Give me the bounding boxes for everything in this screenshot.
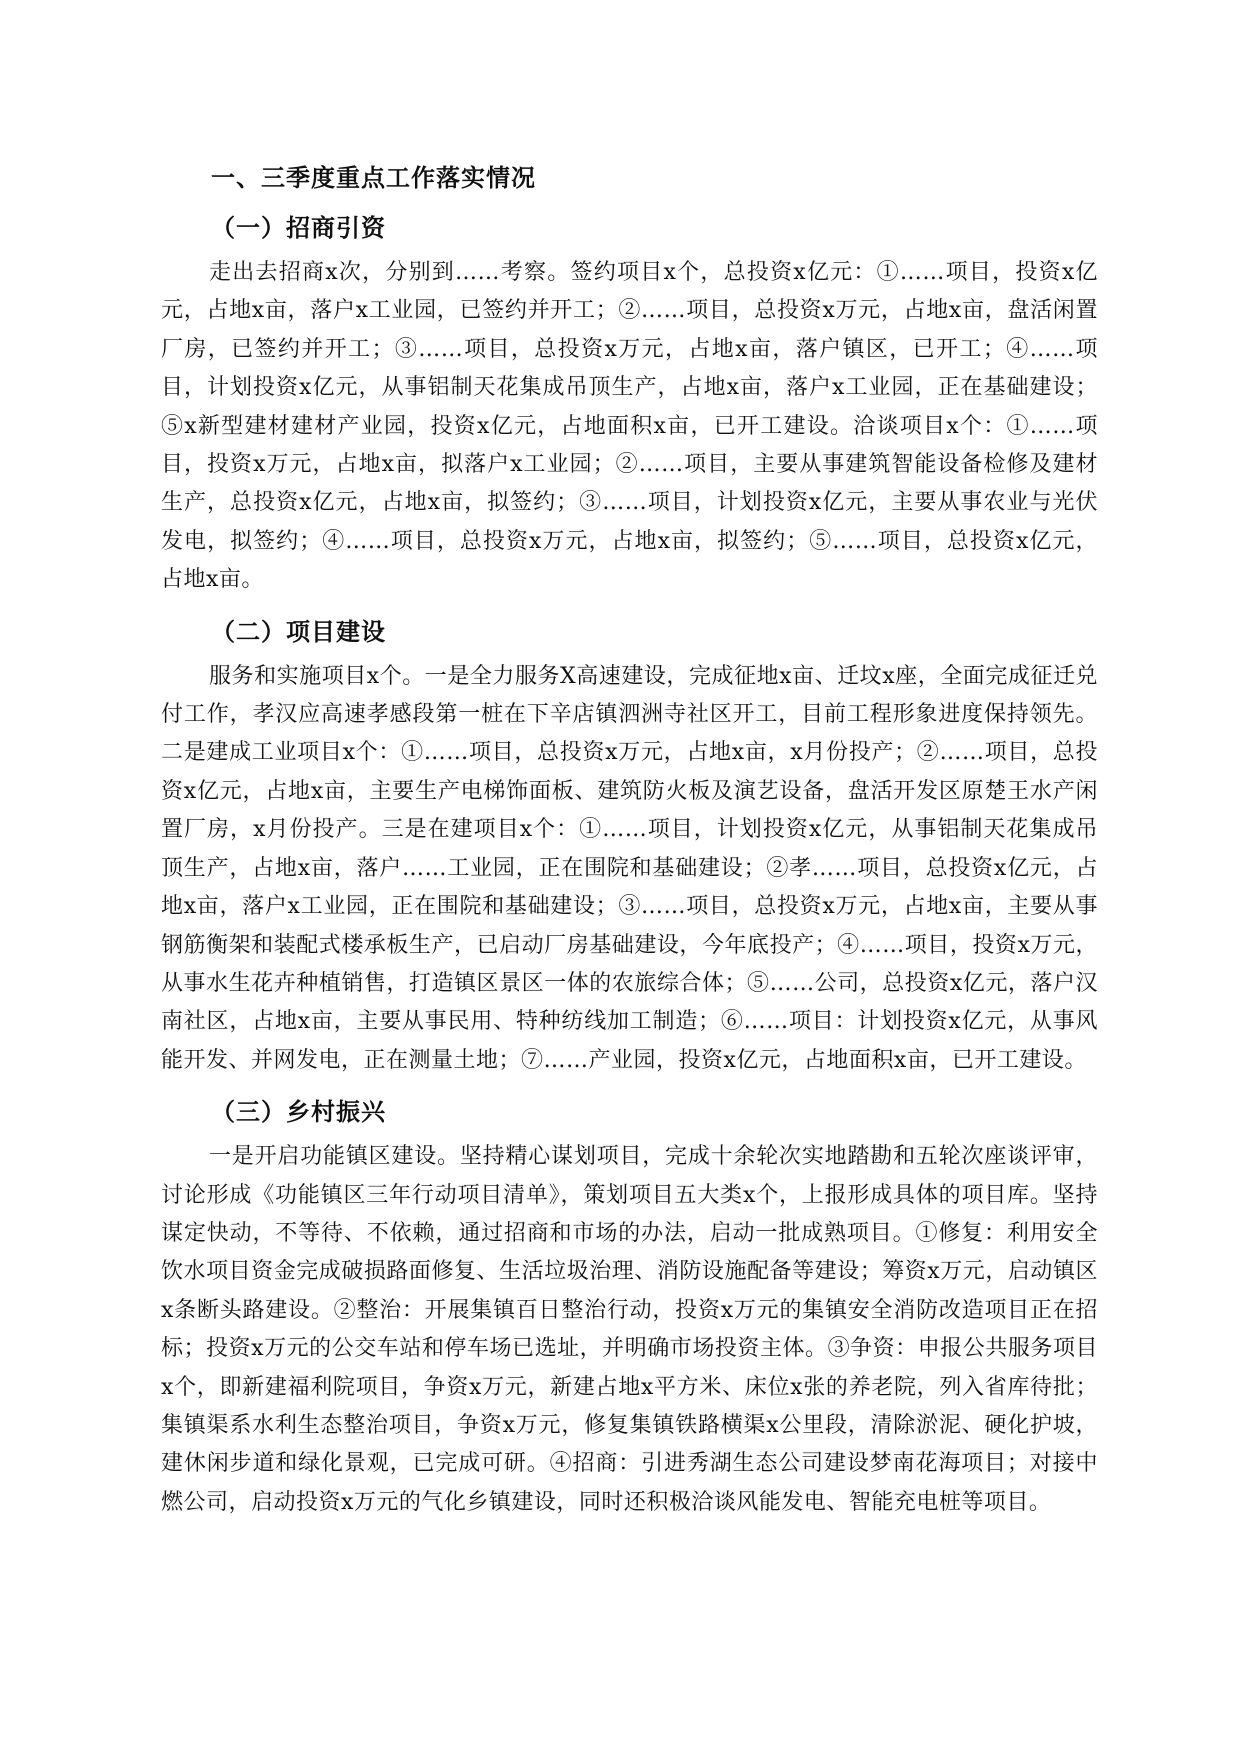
section-paragraph-projects: 服务和实施项目x个。一是全力服务X高速建设，完成征地x亩、迁坟x座，全面完成征迁兑付工作，孝汉应高速孝感段第一桩在下辛店镇泗洲寺社区开工，目前工程形象进度保持领先。二是建成工业项目x个：①……项目，总投资x万元，占地x亩，x月份投产；②……项目，总投资x亿元，占地x亩，主要生产电梯饰面板、建筑防火板及演艺设备，盘活开发区原楚王水产闲置厂房，x月份投产。三是在建项目x个：①……项目，计划投资x亿元，从事铝制天花集成吊顶生产，占地x亩，落户……工业园，正在围院和基础建设；②孝……项目，总投资x亿元，占地x亩，落户x工业园，正在围院和基础建设；③……项目，总投资x万元，占地x亩，主要从事钢筋衡架和装配式楼承板生产，已启动厂房基础建设，今年底投产；④……项目，投资x万元，从事水生花卉种植销售，打造镇区景区一体的农旅综合体；⑤……公司，总投资x亿元，落户汉南社区，占地x亩，主要从事民用、特种纺线加工制造；⑥……项目：计划投资x亿元，从事风能开发、并网发电，正在测量土地；⑦……产业园，投资x亿元，占地面积x亩，已开工建设。 xyxy=(161,663,1098,1073)
section-paragraph-rural: 一是开启功能镇区建设。坚持精心谋划项目，完成十余轮次实地踏勘和五轮次座谈评审，讨论形成《功能镇区三年行动项目清单》，策划项目五大类x个，上报形成具体的项目库。坚持谋定快动，不等待、不依赖，通过招商和市场的办法，启动一批成熟项目。①修复：利用安全饮水项目资金完成破损路面修复、生活垃圾治理、消防设施配备等建设；筹资x万元，启动镇区x条断头路建设。②整治：开展集镇百日整治行动，投资x万元的集镇安全消防改造项目正在招标；投资x万元的公交车站和停车场已选址，并明确市场投资主体。③争资：申报公共服务项目x个，即新建福利院项目，争资x万元，新建占地x平方米、床位x张的养老院，列入省库待批；集镇渠系水利生态整治项目，争资x万元，修复集镇铁路横渠x公里段，清除淤泥、硬化护坡，建休闲步道和绿化景观，已完成可研。④招商：引进秀湖生态公司建设梦南花海项目；对接中燃公司，启动投资x万元的气化乡镇建设，同时还积极洽谈风能发电、智能充电桩等项目。 xyxy=(161,1144,1098,1515)
document-body xyxy=(161,160,1098,1536)
main-heading: 一、三季度重点工作落实情况 xyxy=(211,164,536,192)
section-paragraph-investment: 走出去招商x次，分别到……考察。签约项目x个，总投资x亿元：①……项目，投资x亿元，占地x亩，落户x工业园，已签约并开工；②……项目，总投资x万元，占地x亩，盘活闲置厂房，已签约并开工；③……项目，总投资x万元，占地x亩，落户镇区，已开工；④……项目，计划投资x亿元，从事铝制天花集成吊顶生产，占地x亩，落户x工业园，正在基础建设；⑤x新型建材建材产业园，投资x亿元，占地面积x亩，已开工建设。洽谈项目x个：①……项目，投资x万元，占地x亩，拟落户x工业园；②……项目，主要从事建筑智能设备检修及建材生产，总投资x亿元，占地x亩，拟签约；③……项目，计划投资x亿元，主要从事农业与光伏发电，拟签约；④……项目，总投资x万元，占地x亩，拟签约；⑤……项目，总投资x亿元，占地x亩。 xyxy=(161,260,1098,593)
section-title-projects: （二）项目建设 xyxy=(211,617,386,646)
section-title-rural: （三）乡村振兴 xyxy=(211,1098,386,1127)
section-title-investment: （一）招商引资 xyxy=(211,214,386,242)
